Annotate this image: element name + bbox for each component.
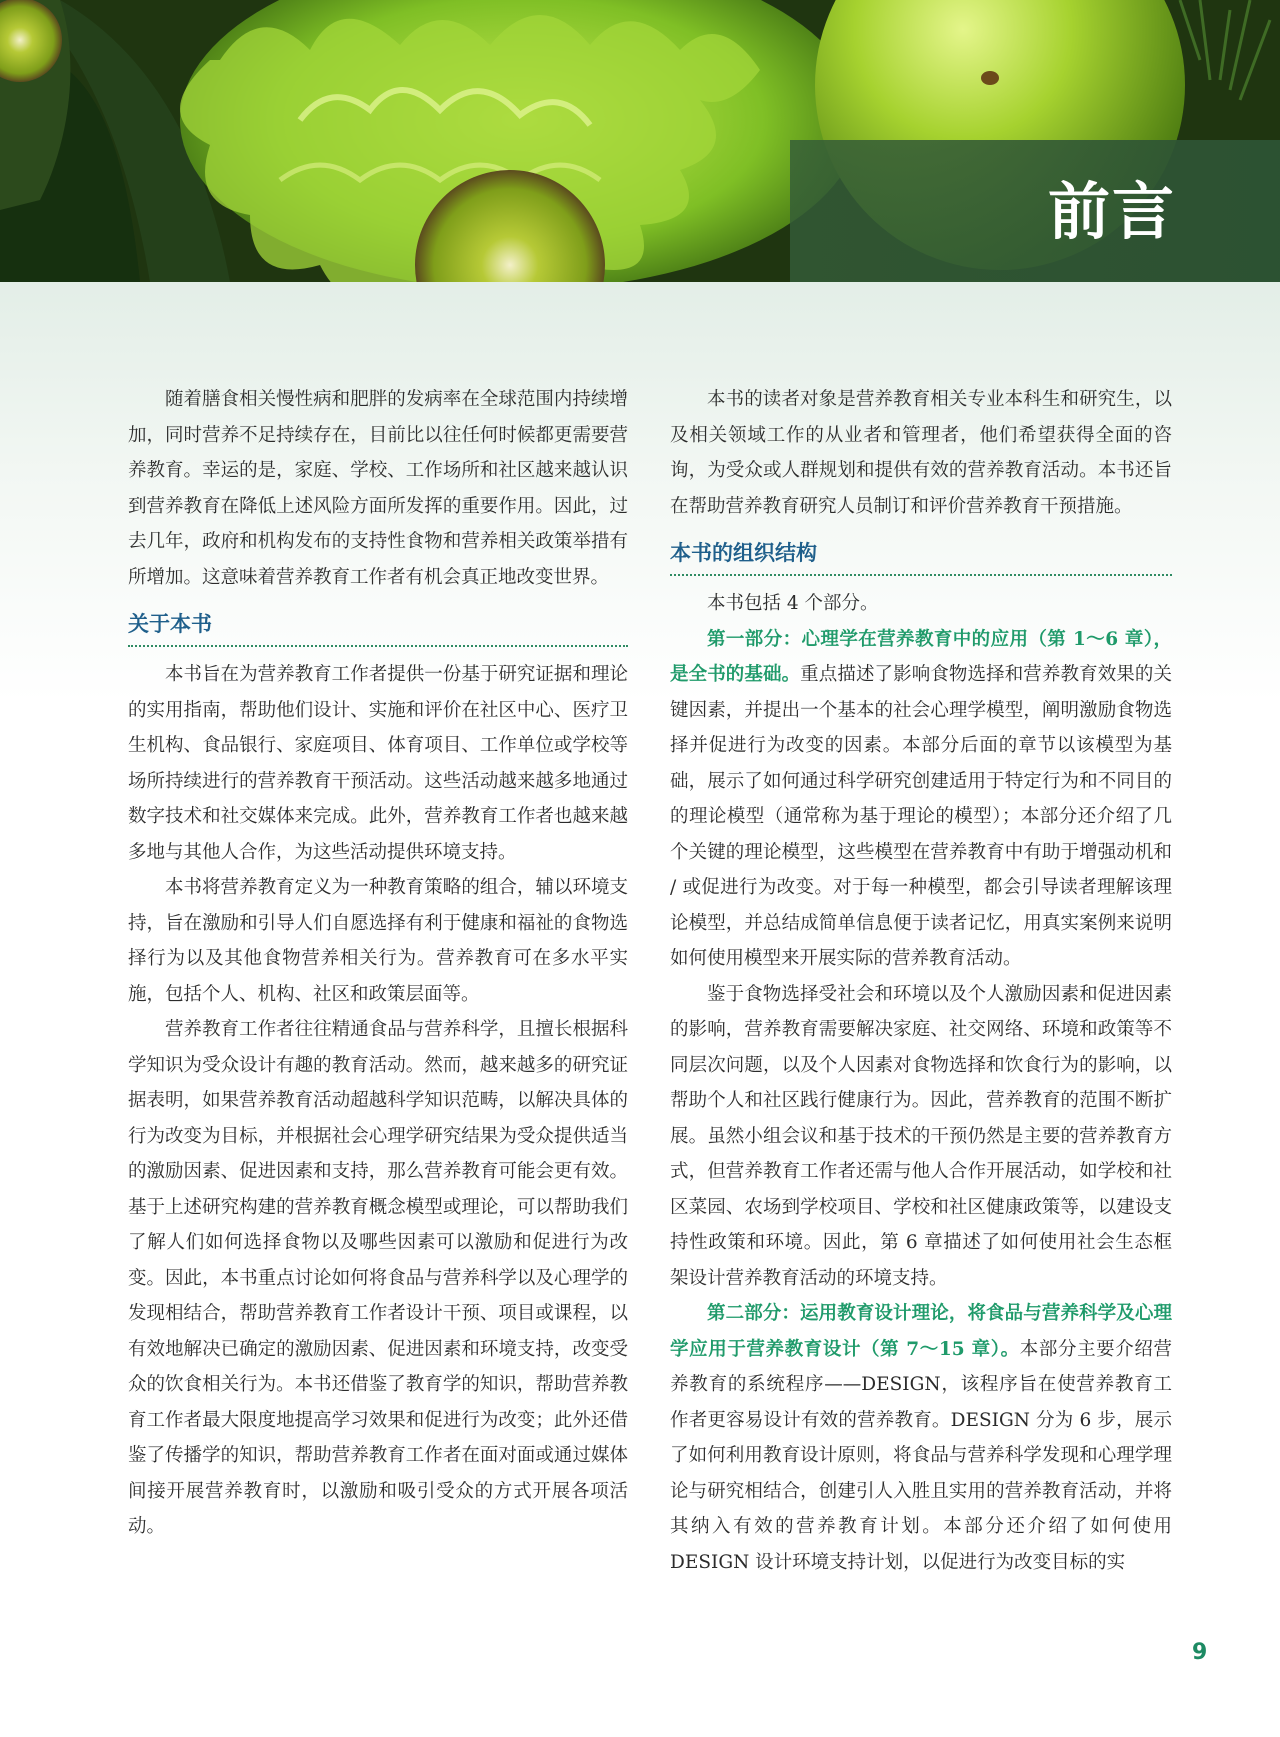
- about-paragraph-2: 本书将营养教育定义为一种教育策略的组合，辅以环境支持，旨在激励和引导人们自愿选择有利于健康和福祉的食物选择行为以及其他食物营养相关行为。营养教育可在多水平实施，包括个人、机构、社区和政策层面等。: [128, 877, 628, 1005]
- part1-lead: 第一部分：心理学在营养教育中的应用（第 1～6 章），是全书的基础。: [670, 628, 1172, 685]
- title-band: [790, 140, 1280, 282]
- structure-heading-block: [670, 524, 1172, 586]
- heading-divider: [128, 645, 628, 647]
- part2-lead: 第二部分：运用教育设计理论，将食品与营养科学及心理学应用于营养教育设计（第 7～15 章）。: [670, 1303, 1172, 1360]
- part1-text: 重点描述了影响食物选择和营养教育效果的关键因素，并提出一个基本的社会心理学模型，阐明激励食物选择并促进行为改变的因素。本部分后面的章节以该模型为基础，展示了如何通过科学研究创建适用于特定行为和不同目的的理论模型（通常称为基于理论的模型）；本部分还介绍了几个关键的理论模型，这些模型在营养教育中有助于增强动机和 / 或促进行为改变。对于每一种模型，都会引导读者理解该理论模型，并总结成简单信息便于读者记忆，用真实案例来说明如何使用模型来开展实际的营养教育活动。: [670, 664, 1172, 969]
- structure-heading: 本书的组织结构: [670, 541, 817, 565]
- about-paragraph-3: 营养教育工作者往往精通食品与营养科学，且擅长根据科学知识为受众设计有趣的教育活动。然而，越来越多的研究证据表明，如果营养教育活动超越科学知识范畴，以解决具体的行为改变为目标，并根据社会心理学研究结果为受众提供适当的激励因素、促进因素和支持，那么营养教育可能会更有效。基于上述研究构建的营养教育概念模型或理论，可以帮助我们了解人们如何选择食物以及哪些因素可以激励和促进行为改变。因此，本书重点讨论如何将食品与营养科学以及心理学的发现相结合，帮助营养教育工作者设计干预、项目或课程，以有效地解决已确定的激励因素、促进因素和环境支持，改变受众的饮食相关行为。本书还借鉴了教育学的知识，帮助营养教育工作者最大限度地提高学习效果和促进行为改变；此外还借鉴了传播学的知识，帮助营养教育工作者在面对面或通过媒体间接开展营养教育时，以激励和吸引受众的方式开展各项活动。: [128, 1019, 628, 1537]
- page-title: 前言: [1048, 175, 1177, 248]
- part2-paragraph: [670, 1296, 1172, 1580]
- about-heading-block: [128, 595, 628, 657]
- about-paragraph-1: 本书旨在为营养教育工作者提供一份基于研究证据和理论的实用指南，帮助他们设计、实施和评价在社区中心、医疗卫生机构、食品银行、家庭项目、体育项目、工作单位或学校等场所持续进行的营养教育干预活动。这些活动越来越多地通过数字技术和社交媒体来完成。此外，营养教育工作者也越来越多地与其他人合作，为这些活动提供环境支持。: [128, 664, 628, 863]
- left-column: [128, 382, 628, 1545]
- header-banner: [0, 0, 1280, 282]
- right-column: [670, 382, 1172, 1580]
- intro-paragraph: 随着膳食相关慢性病和肥胖的发病率在全球范围内持续增加，同时营养不足持续存在，目前比以往任何时候都更需要营养教育。幸运的是，家庭、学校、工作场所和社区越来越认识到营养教育在降低上述风险方面所发挥的重要作用。因此，过去几年，政府和机构发布的支持性食物和营养相关政策举措有所增加。这意味着营养教育工作者有机会真正地改变世界。: [128, 389, 628, 588]
- heading-divider: [670, 574, 1172, 576]
- readers-paragraph: 本书的读者对象是营养教育相关专业本科生和研究生，以及相关领域工作的从业者和管理者，他们希望获得全面的咨询，为受众或人群规划和提供有效的营养教育活动。本书还旨在帮助营养教育研究人员制订和评价营养教育干预措施。: [670, 389, 1172, 517]
- part1-followup: 鉴于食物选择受社会和环境以及个人激励因素和促进因素的影响，营养教育需要解决家庭、社交网络、环境和政策等不同层次问题，以及个人因素对食物选择和饮食行为的影响，以帮助个人和社区践行健康行为。因此，营养教育的范围不断扩展。虽然小组会议和基于技术的干预仍然是主要的营养教育方式，但营养教育工作者还需与他人合作开展活动，如学校和社区菜园、农场到学校项目、学校和社区健康政策等，以建设支持性政策和环境。因此，第 6 章描述了如何使用社会生态框架设计营养教育活动的环境支持。: [670, 983, 1172, 1289]
- about-heading: 关于本书: [128, 612, 212, 636]
- page-number: 9: [1192, 1640, 1208, 1665]
- part1-paragraph: [670, 622, 1172, 977]
- structure-intro: 本书包括 4 个部分。: [707, 593, 879, 614]
- part2-text: 本部分主要介绍营养教育的系统程序——DESIGN，该程序旨在使营养教育工作者更容易设计有效的营养教育。DESIGN 分为 6 步，展示了如何利用教育设计原则，将食品与营养科学发现和心理学理论与研究相结合，创建引人入胜且实用的营养教育活动，并将其纳入有效的营养教育计划。本部分还介绍了如何使用 DESIGN 设计环境支持计划，以促进行为改变目标的实: [670, 1338, 1172, 1573]
